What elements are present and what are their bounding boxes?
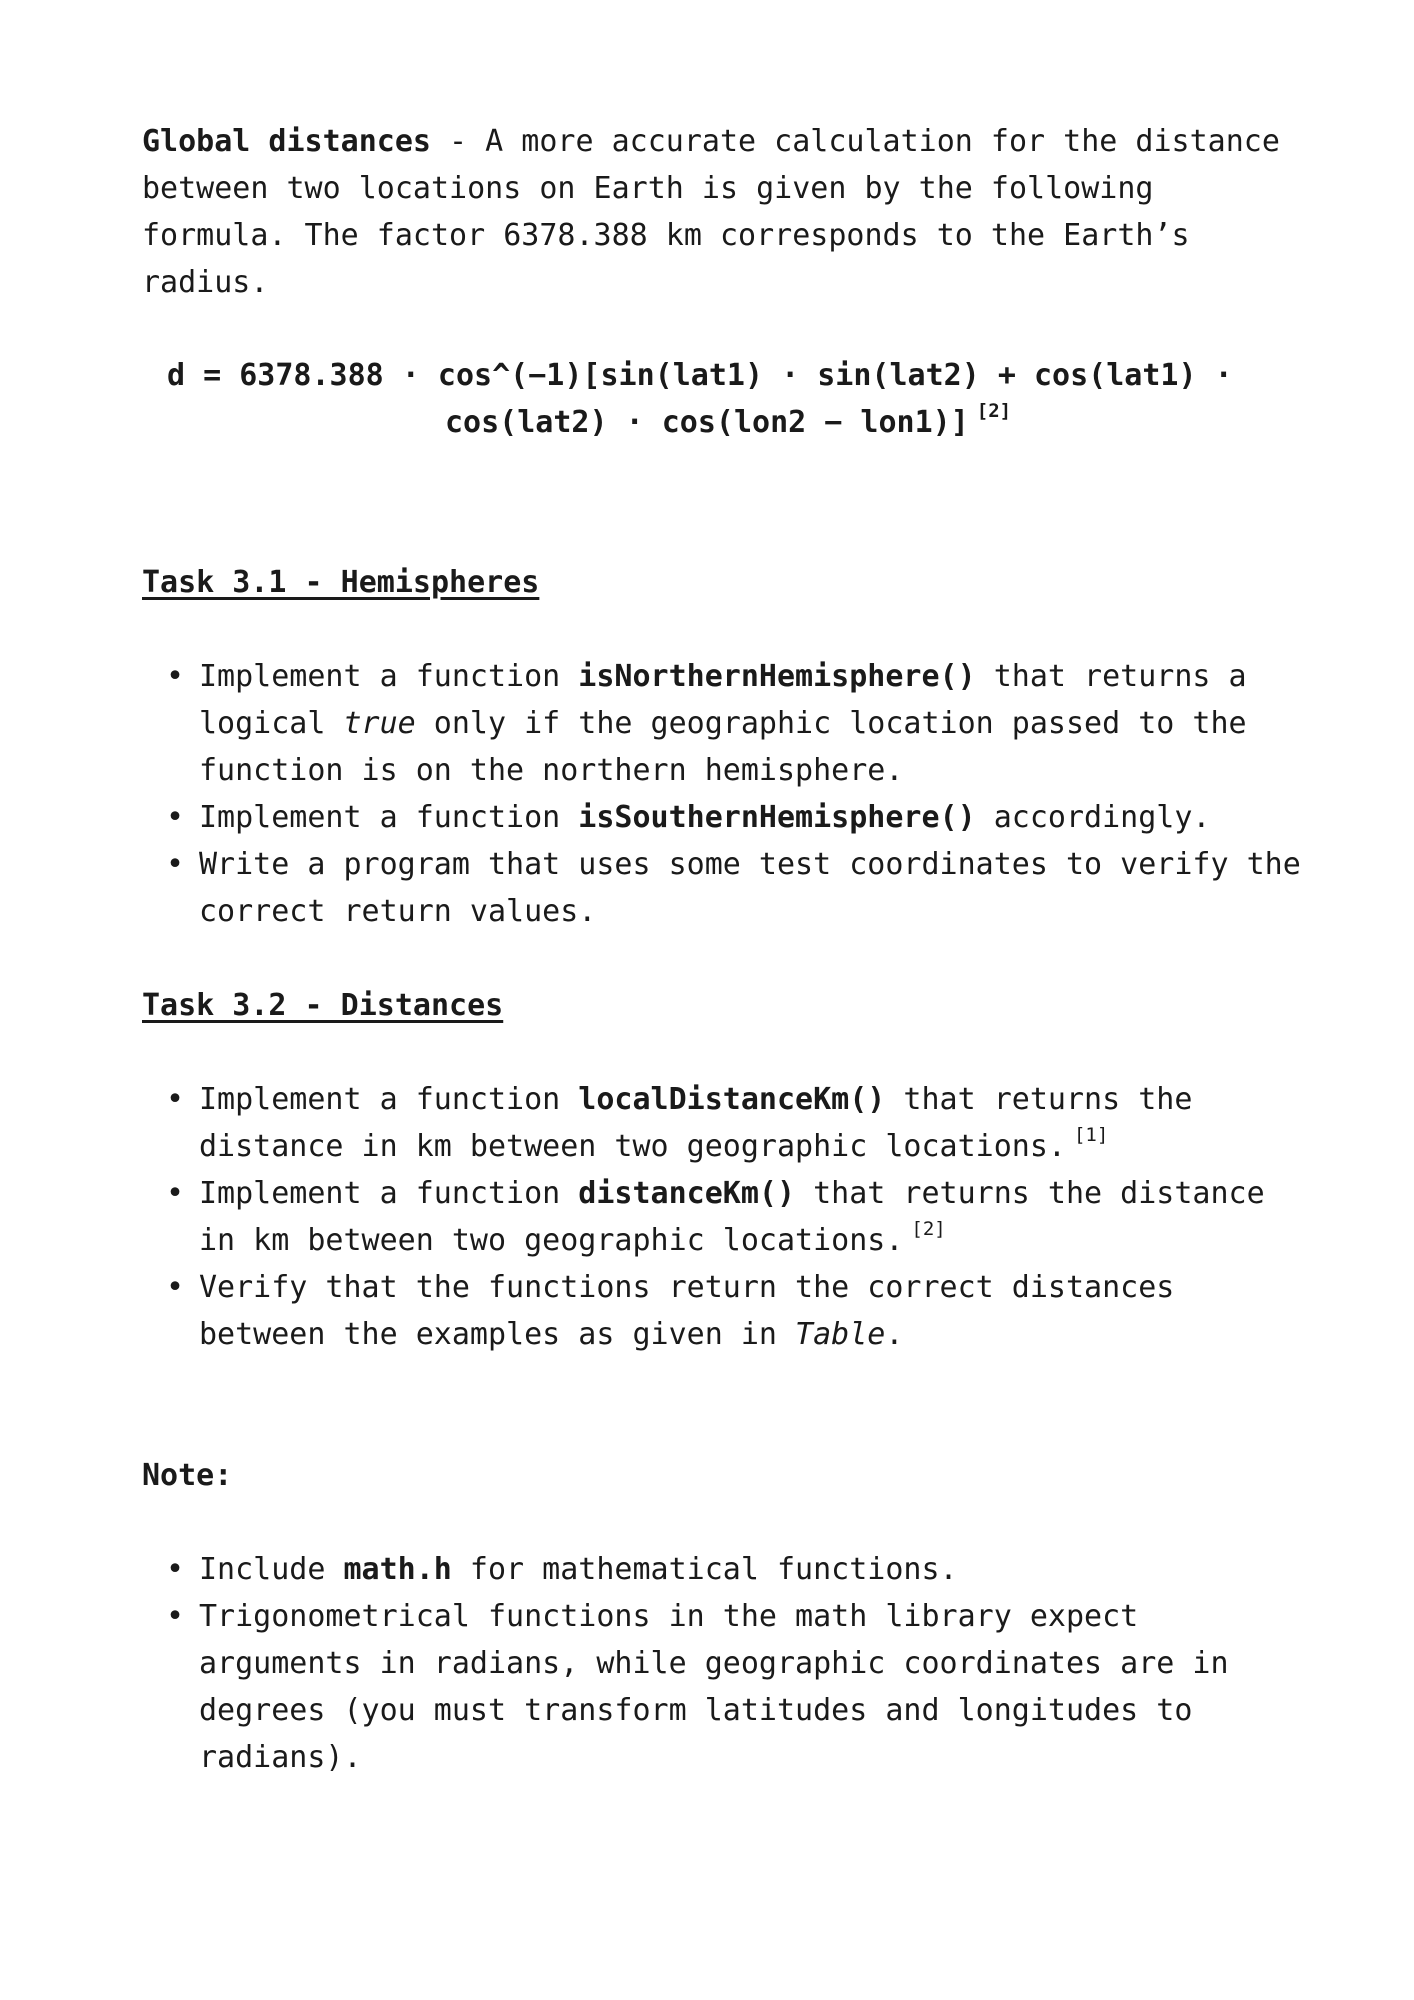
item-text: accordingly.: [975, 800, 1211, 835]
item-text: Include: [199, 1552, 344, 1587]
item-text: Trigonometrical functions in the math library expect arguments in radians, while geographic coordinates are in degrees (you must transform latitudes and longitudes to radians).: [199, 1599, 1229, 1775]
task-3-2-heading: Task 3.2 - Distances: [142, 988, 504, 1023]
task-3-1-heading: Task 3.1 - Hemispheres: [142, 565, 540, 600]
item-text: that returns the distance in km between two geographic locations.: [199, 1176, 1265, 1258]
item-text: that returns the distance in km between two geographic locations.: [199, 1082, 1193, 1164]
item-text: Write a program that uses some test coordinates to verify the correct return values.: [199, 847, 1301, 929]
formula-reference: [2]: [976, 400, 1012, 422]
item-text: Implement a function: [199, 1176, 579, 1211]
note-list: [142, 1546, 1302, 1781]
emphasis-text: Table: [795, 1317, 886, 1352]
function-name: distanceKm(): [578, 1176, 796, 1211]
emphasis-text: true: [343, 706, 416, 741]
list-item: [142, 1170, 1302, 1264]
item-text: Implement a function: [199, 659, 579, 694]
item-text: Implement a function: [199, 1082, 579, 1117]
formula-line-2-wrap: [167, 399, 1297, 446]
formula-line-2: cos(lat2) · cos(lon2 − lon1)]: [445, 405, 969, 440]
task-3-2-list: [142, 1076, 1302, 1358]
intro-title: Global distances: [142, 124, 431, 159]
item-text: Verify that the functions return the correct distances between the examples as given in: [199, 1270, 1175, 1352]
item-text: Implement a function: [199, 800, 579, 835]
distance-formula: [142, 352, 1297, 446]
item-text: .: [885, 1317, 904, 1352]
list-item: [142, 1076, 1302, 1170]
document-page: [142, 118, 1302, 1781]
formula-line-1: d = 6378.388 · cos^(−1)[sin(lat1) · sin(lat2) + cos(lat1) ·: [167, 358, 1233, 393]
task-3-1-list: [142, 653, 1302, 935]
footnote-reference: [2]: [911, 1218, 946, 1240]
item-text: that returns a logical: [199, 659, 1247, 741]
list-item: [142, 653, 1302, 794]
function-name: localDistanceKm(): [578, 1082, 886, 1117]
function-name: isNorthernHemisphere(): [578, 659, 976, 694]
list-item: [142, 1593, 1302, 1781]
list-item: [142, 1546, 1302, 1593]
item-text: only if the geographic location passed to the function is on the northern hemisphere.: [199, 706, 1247, 788]
list-item: [142, 841, 1302, 935]
footnote-reference: [1]: [1073, 1124, 1109, 1146]
intro-paragraph: [142, 118, 1302, 306]
intro-text: - A more accurate calculation for the distance between two locations on Earth is given by the following formula. The factor 6378.388 km corresponds to the Earth’s radius.: [142, 124, 1280, 300]
function-name: isSouthernHemisphere(): [578, 800, 976, 835]
item-text: for mathematical functions.: [451, 1552, 958, 1587]
list-item: [142, 1264, 1302, 1358]
note-heading: Note:: [142, 1458, 233, 1493]
header-name: math.h: [343, 1552, 452, 1587]
list-item: [142, 794, 1302, 841]
